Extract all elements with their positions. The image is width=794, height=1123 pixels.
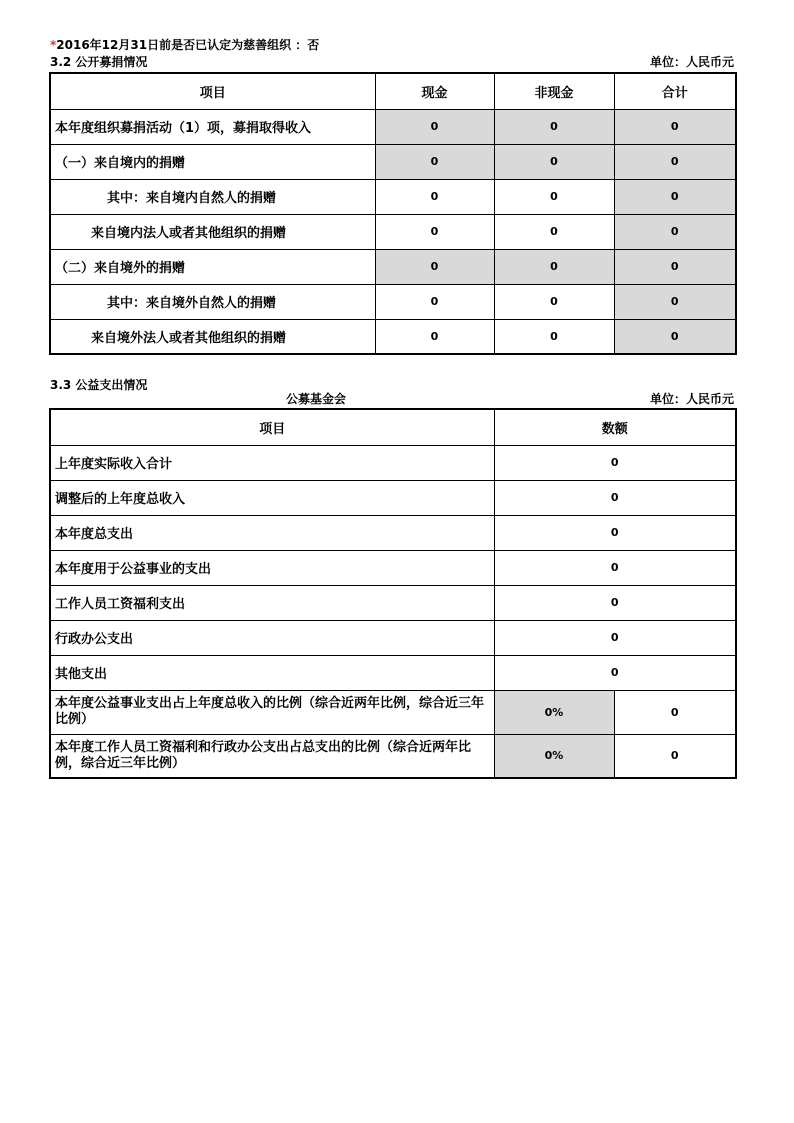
charity-status-text: 2016年12月31日前是否已认定为慈善组织 ：否 [56, 38, 320, 52]
table-row [50, 214, 736, 249]
noncash-cell: 0 [494, 144, 614, 179]
table-row [50, 249, 736, 284]
charity-status-line [50, 38, 734, 52]
table-header-row [50, 409, 736, 445]
amount-cell: 0 [494, 445, 736, 480]
amount-cell: 0 [494, 550, 736, 585]
table-row [50, 284, 736, 319]
row-label: 本年度总支出 [50, 515, 494, 550]
noncash-cell: 0 [494, 284, 614, 319]
ratio-percent-cell: 0% [494, 734, 614, 778]
noncash-cell: 0 [494, 109, 614, 144]
row-label: （二）来自境外的捐赠 [50, 249, 375, 284]
ratio-row [50, 690, 736, 734]
cash-cell: 0 [375, 249, 494, 284]
row-label: 来自境外法人或者其他组织的捐赠 [50, 319, 375, 354]
amount-cell: 0 [494, 585, 736, 620]
table-row [50, 620, 736, 655]
table-row [50, 319, 736, 354]
required-marker: * [50, 38, 57, 52]
column-header-amount: 数额 [494, 409, 736, 445]
section-32-unit: 单位：人民币元 [649, 55, 734, 69]
amount-cell: 0 [494, 620, 736, 655]
column-header-item: 项目 [50, 409, 494, 445]
table-row [50, 585, 736, 620]
cash-cell: 0 [375, 319, 494, 354]
table-header-row [50, 73, 736, 109]
ratio-label: 本年度工作人员工资福利和行政办公支出占总支出的比例（综合近两年比例，综合近三年比例） [50, 734, 494, 778]
ratio-value-cell: 0 [614, 690, 736, 734]
row-label: 本年度用于公益事业的支出 [50, 550, 494, 585]
row-label: 本年度组织募捐活动（1）项，募捐取得收入 [50, 109, 375, 144]
column-header-cash: 现金 [375, 73, 494, 109]
total-cell: 0 [614, 179, 736, 214]
row-label: 行政办公支出 [50, 620, 494, 655]
cash-cell: 0 [375, 179, 494, 214]
section-33-unit: 单位：人民币元 [649, 392, 734, 406]
column-header-noncash: 非现金 [494, 73, 614, 109]
noncash-cell: 0 [494, 214, 614, 249]
row-label: 其他支出 [50, 655, 494, 690]
table-row [50, 445, 736, 480]
section-32-title: 3.2 公开募捐情况 [50, 55, 148, 69]
total-cell: 0 [614, 249, 736, 284]
table-row [50, 515, 736, 550]
public-fundraising-table [49, 72, 737, 355]
noncash-cell: 0 [494, 319, 614, 354]
table-row [50, 109, 736, 144]
ratio-percent-cell: 0% [494, 690, 614, 734]
row-label: 上年度实际收入合计 [50, 445, 494, 480]
noncash-cell: 0 [494, 179, 614, 214]
row-label: 调整后的上年度总收入 [50, 480, 494, 515]
section-33-heading [50, 378, 734, 392]
table-row [50, 480, 736, 515]
cash-cell: 0 [375, 284, 494, 319]
total-cell: 0 [614, 284, 736, 319]
section-33-title: 3.3 公益支出情况 [50, 378, 148, 392]
table-row [50, 655, 736, 690]
column-header-item: 项目 [50, 73, 375, 109]
table-row [50, 144, 736, 179]
table-row [50, 550, 736, 585]
total-cell: 0 [614, 144, 736, 179]
row-label: 工作人员工资福利支出 [50, 585, 494, 620]
amount-cell: 0 [494, 655, 736, 690]
cash-cell: 0 [375, 109, 494, 144]
total-cell: 0 [614, 214, 736, 249]
row-label: 其中：来自境外自然人的捐赠 [50, 284, 375, 319]
amount-cell: 0 [494, 515, 736, 550]
cash-cell: 0 [375, 214, 494, 249]
cash-cell: 0 [375, 144, 494, 179]
row-label: （一）来自境内的捐赠 [50, 144, 375, 179]
row-label: 来自境内法人或者其他组织的捐赠 [50, 214, 375, 249]
amount-cell: 0 [494, 480, 736, 515]
noncash-cell: 0 [494, 249, 614, 284]
ratio-value-cell: 0 [614, 734, 736, 778]
total-cell: 0 [614, 109, 736, 144]
section-33-subtitle: 公募基金会 [286, 392, 347, 406]
row-label: 其中：来自境内自然人的捐赠 [50, 179, 375, 214]
charity-expenditure-table [49, 408, 737, 779]
ratio-label: 本年度公益事业支出占上年度总收入的比例（综合近两年比例，综合近三年比例） [50, 690, 494, 734]
section-32-heading [50, 55, 734, 69]
table-row [50, 179, 736, 214]
column-header-total: 合计 [614, 73, 736, 109]
total-cell: 0 [614, 319, 736, 354]
ratio-row [50, 734, 736, 778]
